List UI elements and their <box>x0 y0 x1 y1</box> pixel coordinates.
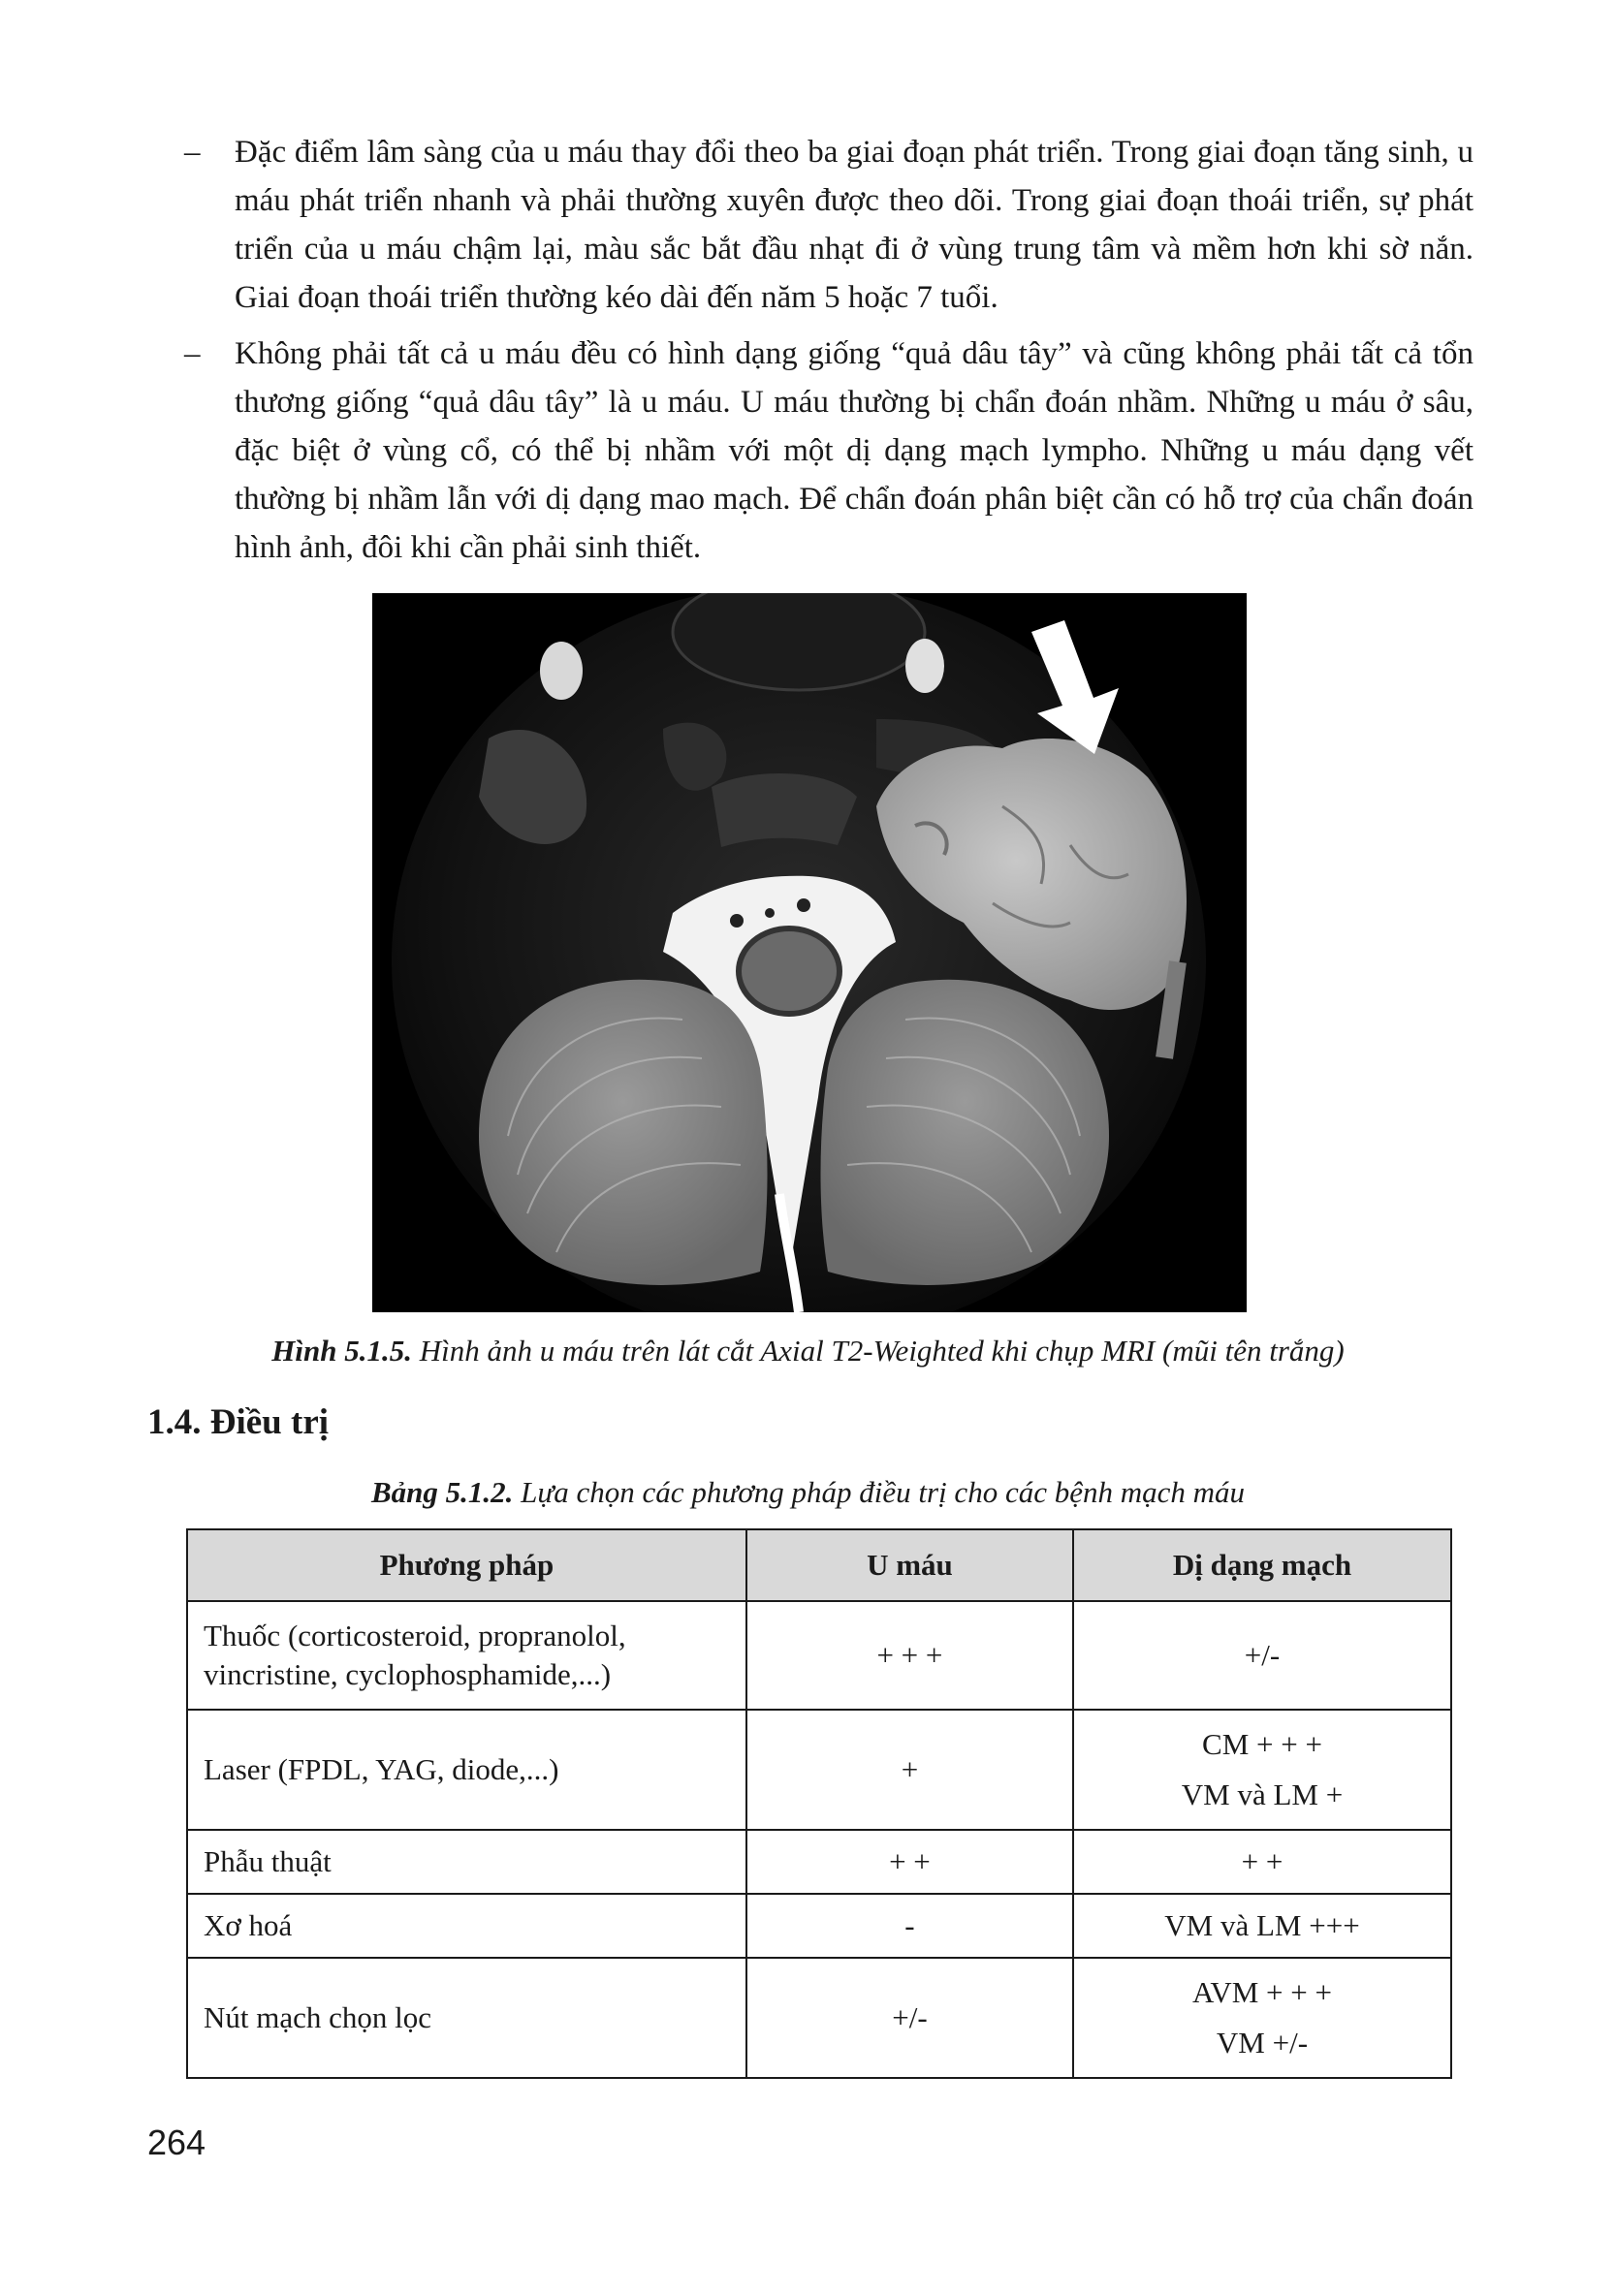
mri-figure <box>372 593 1247 1312</box>
cell-malformation <box>1073 1601 1451 1710</box>
bullet-text: Không phải tất cả u máu đều có hình dạng giống “quả dâu tây” và cũng không phải tất cả tổn thương giống “quả dâu tây” là u máu. U máu thường bị chẩn đoán nhầm. Những u máu ở sâu, đặc biệt ở vùng cổ, có thể bị nhầm với một dị dạng mạch lympho. Những u máu dạng vết thường bị nhầm lẫn với dị dạng mao mạch. Để chẩn đoán phân biệt cần có hỗ trợ của chẩn đoán hình ảnh, đôi khi cần phải sinh thiết. <box>235 336 1473 565</box>
header-malformation: Dị dạng mạch <box>1073 1529 1451 1601</box>
table-row <box>187 1958 1451 2078</box>
table-label: Bảng 5.1.2. <box>370 1475 514 1509</box>
header-hemangioma: U máu <box>746 1529 1073 1601</box>
cell-method <box>187 1601 746 1710</box>
bullet-text: Đặc điểm lâm sàng của u máu thay đổi theo ba giai đoạn phát triển. Trong giai đoạn tăng sinh, u máu phát triển nhanh và phải thường xuyên được theo dõi. Trong giai đoạn thoái triển, sự phát triển của u máu chậm lại, màu sắc bắt đầu nhạt đi ở vùng trung tâm và mềm hơn khi sờ nắn. Giai đoạn thoái triển thường kéo dài đến năm 5 hoặc 7 tuổi. <box>235 135 1473 315</box>
table-row <box>187 1894 1451 1958</box>
cell-malformation: VM và LM +++ <box>1073 1894 1451 1958</box>
cell-hemangioma: + + + <box>746 1601 1073 1710</box>
table-row <box>187 1830 1451 1894</box>
malformation-line: CM + + + <box>1202 1727 1322 1761</box>
figure-label: Hình 5.1.5. <box>271 1334 412 1368</box>
cell-malformation <box>1073 1958 1451 2078</box>
treatment-table <box>186 1528 1452 2079</box>
cell-hemangioma: +/- <box>746 1958 1073 2078</box>
cell-hemangioma: + + <box>746 1830 1073 1894</box>
method-line: Thuốc (corticosteroid, propranolol, <box>204 1619 626 1652</box>
cell-method: Laser (FPDL, YAG, diode,...) <box>187 1710 746 1830</box>
figure-caption-text: Hình ảnh u máu trên lát cắt Axial T2-Weighted khi chụp MRI (mũi tên trắng) <box>419 1334 1345 1368</box>
cell-method: Xơ hoá <box>187 1894 746 1958</box>
section-heading: 1.4. Điều trị <box>147 1402 330 1442</box>
cell-hemangioma: - <box>746 1894 1073 1958</box>
table-header-row <box>187 1529 1451 1601</box>
bullet-list <box>184 128 1473 580</box>
bullet-marker: – <box>184 135 201 170</box>
cell-method: Phẫu thuật <box>187 1830 746 1894</box>
figure-caption <box>116 1330 1500 1372</box>
malformation-line: VM +/- <box>1216 2026 1309 2060</box>
brainstem <box>739 928 840 1014</box>
cell-malformation <box>1073 1710 1451 1830</box>
bullet-item <box>184 330 1473 572</box>
table-row <box>187 1710 1451 1830</box>
cerebellum-right <box>821 980 1110 1285</box>
page-number: 264 <box>147 2123 206 2162</box>
cell-malformation: + + <box>1073 1830 1451 1894</box>
bullet-marker: – <box>184 336 201 371</box>
bullet-item <box>184 128 1473 322</box>
malformation-line: VM và LM + <box>1181 1777 1344 1811</box>
method-line: vincristine, cyclophosphamide,...) <box>204 1657 612 1691</box>
header-method: Phương pháp <box>187 1529 746 1601</box>
malformation-line: +/- <box>1244 1638 1281 1672</box>
malformation-line: AVM + + + <box>1191 1975 1333 2009</box>
cerebellum-left <box>479 980 768 1285</box>
table-row <box>187 1601 1451 1710</box>
table-caption <box>116 1471 1500 1514</box>
mri-axial-t2-image <box>372 593 1247 1312</box>
cell-method: Nút mạch chọn lọc <box>187 1958 746 2078</box>
table-caption-text: Lựa chọn các phương pháp điều trị cho các bệnh mạch máu <box>521 1475 1246 1509</box>
cell-hemangioma: + <box>746 1710 1073 1830</box>
